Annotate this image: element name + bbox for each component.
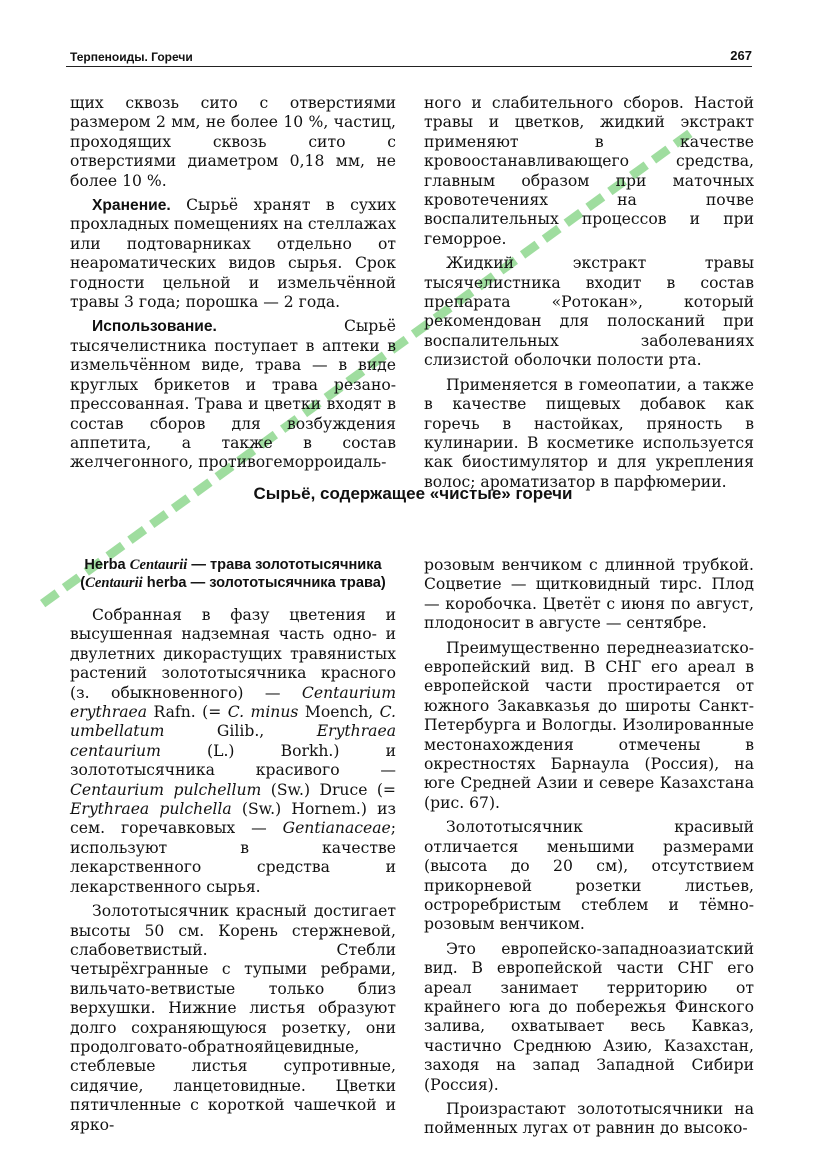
latin-name: C. umbellatum [70, 703, 397, 741]
text-run: (L.) Borkh.) и золототысячника красивого — [70, 741, 396, 780]
text-run: Moench, [298, 703, 380, 722]
paragraph: Это европейско-западноазиатский вид. В европейской части СНГ его ареал занимает территорию от крайнего юга до побережья Финского залива, охватывает весь Кавказ, частично Среднюю Азию, Казахстан, заходя на запад Западной Сибири (Россия). [424, 939, 754, 1094]
paragraph: розовым венчиком с длинной трубкой. Соцветие — щитковидный тирс. Плод — коробочка. Цветёт с июня по август, плодоносит в августе — сентябре. [424, 556, 754, 633]
paragraph-usage [70, 317, 396, 472]
latin-name: Erythraea centaurium [70, 722, 396, 760]
heading-text: herba — золототысячника трава) [142, 575, 386, 591]
run-in-heading: Использование. [92, 318, 217, 336]
paragraph: Преимущественно переднеазиатско-европейский вид. В СНГ его ареал в европейской части простирается от южного Закавказья до широты Санкт-Петербурга и Вологды. Изолированные местонахождения отмечены в окрестностях Барнаула (Россия), на юге Средней Азии и севере Казахстана (рис. 67). [424, 638, 754, 812]
latin-name: Centaurium pulchellum [70, 780, 262, 799]
section-title: Сырьё, содержащее «чистые» горечи [253, 484, 573, 503]
heading-latin: Centaurii [129, 557, 188, 573]
paragraph-text: Сырьё тысячелистника поступает в аптеки в измельчённом виде, трава — в виде круглых брикетов и трава резано-прессованная. Трава и цветки входят в состав сборов для возбуждения аппетита, а также в состав желчегонного, противогеморроидаль- [70, 317, 396, 472]
text-run: (Sw.) Hornem.) из сем. горечавковых — [70, 800, 396, 838]
page-number: 267 [730, 48, 752, 63]
paragraph: ного и слабительного сборов. Настой травы и цветков, жидкий экстракт применяют в качестве кровоостанавливающего средства, главным образом при маточных кровотечениях на почве воспалительных процессов и при геморрое. [424, 94, 754, 248]
paragraph-description [70, 606, 396, 897]
page-header [66, 44, 752, 67]
bottom-right-column [424, 556, 754, 1139]
latin-name: C. minus [227, 703, 299, 722]
paragraph: Жидкий экстракт травы тысячелистника входит в состав препарата «Ротокан», который рекомендован для полосканий при воспалительных заболеваниях слизистой оболочки полости рта. [424, 254, 754, 370]
heading-text: Herba [84, 557, 130, 573]
run-in-heading: Хранение. [92, 197, 171, 215]
paragraph: Применяется в гомеопатии, а также в качестве пищевых добавок как горечь в настойках, пряность в кулинарии. В косметике используется как биостимулятор и для укрепления волос; ароматизатор в парфюмерии. [424, 375, 754, 491]
latin-name: Erythraea pulchella [70, 800, 232, 819]
top-right-column [424, 94, 754, 492]
paragraph: щих сквозь сито с отверстиями размером 2 мм, не более 10 %, частиц, проходящих сквозь сито с отверстиями диаметром 0,18 мм, не более 10 %. [70, 94, 396, 190]
paragraph-storage [70, 196, 396, 312]
paragraph-text: Сырьё хранят в сухих прохладных помещениях на стеллажах или подтоварниках отдельно от неароматических видов сырья. Срок годности цельной и измельчённой травы 3 года; порошка — 2 года. [70, 196, 396, 312]
text-run: (Sw.) Druce (= [261, 780, 396, 799]
paragraph: Произрастают золототысячники на пойменных лугах от равнин до высоко- [424, 1099, 754, 1138]
text-run: Собранная в фазу цветения и высушенная надземная часть одно- и двулетних дикорастущих травянистых растений золототысячника красного (з. обыкновенного) — [70, 606, 396, 702]
top-left-column [70, 94, 396, 473]
running-title: Терпеноиды. Горечи [70, 50, 193, 64]
text-run: Gilib., [164, 722, 317, 741]
paragraph: Золототысячник красивый отличается меньшими размерами (высота до 20 см), отсутствием прикорневой розетки листьев, остроребристым стеблем и тёмно-розовым венчиком. [424, 818, 754, 934]
article-heading [70, 556, 396, 592]
heading-latin: Centaurii [85, 575, 143, 591]
text-run: ; используют в качестве лекарственного средства и лекарственного сырья. [70, 819, 396, 896]
latin-name: Centaurium erythraea [70, 683, 396, 722]
text-run: Rafn. (= [147, 703, 228, 722]
latin-name: Gentianaceae [282, 819, 391, 838]
heading-text: — трава золототысячника ( [80, 557, 382, 591]
paragraph: Золототысячник красный достигает высоты 50 см. Корень стержневой, слабоветвистый. Стебли четырёхгранные с тупыми ребрами, вильчато-ветвистые только близ верхушки. Нижние листья образуют долго сохраняющуюся розетку, они продолговато-обратнояйцевидные, стеблевые листья супротивные, сидячие, ланцетовидные. Цветки пятичленные с короткой чашечкой и ярко- [70, 902, 396, 1134]
bottom-left-column [70, 556, 396, 1135]
